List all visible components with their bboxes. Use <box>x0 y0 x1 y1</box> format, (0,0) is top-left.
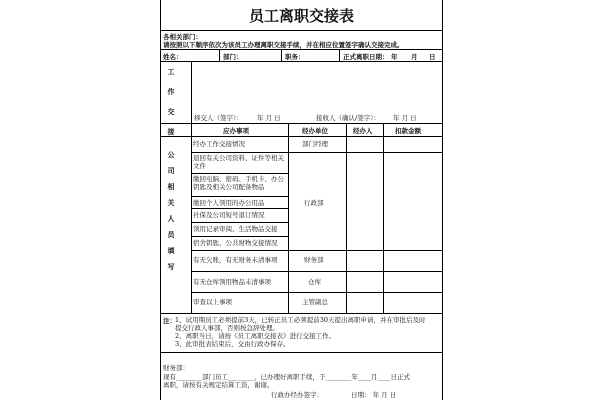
row-unit: 仓库 <box>308 278 321 286</box>
date-year: 年 <box>391 53 398 61</box>
form-title: 员工离职交接表 <box>161 0 442 31</box>
receiver-date: 年 月 日 <box>393 114 417 122</box>
finance-line-1: 现有________部门员工________，已办理好离职手续，于________年____月____日正式 <box>163 373 410 381</box>
handover-date: 年 月 日 <box>257 114 281 122</box>
col-header-item: 应办事项 <box>223 127 249 135</box>
finance-date: 日期： 年 月 日 <box>351 391 397 399</box>
handover-form <box>160 0 443 400</box>
finance-line-2: 离职，请按有关规定结算工资，谢谢。 <box>163 381 274 389</box>
note-line: 提交行政人事部，否则按急辞处理。 <box>175 324 279 332</box>
handover-person-label: 移交人（签字）： <box>194 114 243 122</box>
date-day: 日 <box>429 53 436 61</box>
row-unit: 行政部 <box>304 199 324 207</box>
table-row: 经办工作交接情况 <box>193 140 245 148</box>
instruction-text: 请按照以下顺序依次为该员工办理离职交接手续，并在相应位置签字确认交接完成。 <box>163 41 404 49</box>
table-row: 领用记录审阅、生活物品交接 <box>193 225 278 233</box>
name-label: 姓名： <box>163 53 183 61</box>
work-handover-side-label: 工 作 交 接 <box>167 67 175 136</box>
col-header-unit: 经办单位 <box>302 127 328 135</box>
notes-label: 注： <box>163 317 176 325</box>
row-unit: 主管副总 <box>302 298 328 306</box>
col-header-handler: 经办人 <box>353 127 373 135</box>
table-row: 有无仓库领用物品未清事项 <box>193 278 271 286</box>
note-line: 1、试用期员工必须提前3天，已转正员工必须提前30天提出离职申请，并在审批后及时 <box>175 316 426 324</box>
leave-date-label: 正式离职日期： <box>343 53 389 61</box>
table-row: 审查以上事项 <box>193 298 232 306</box>
table-row: 缴回电脑、密码、手机卡、办公钥匙及相关公司配备物品 <box>193 175 284 191</box>
finance-label: 财务部： <box>163 364 189 372</box>
divider <box>161 49 442 50</box>
admin-sign-label: 行政办经办签字： <box>271 391 323 399</box>
company-staff-side-label: 公 司 相 关 人 员 填 写 <box>167 150 175 271</box>
table-row: 有无欠账，有无财务未清事项 <box>193 256 278 264</box>
date-month: 月 <box>411 53 418 61</box>
note-line: 3、此审批表结束后，交由行政办保存。 <box>175 340 290 348</box>
dept-label: 各相关部门： <box>163 33 202 41</box>
note-line: 2、离职当日，请按《员工离职交接表》进行交接工作。 <box>175 332 336 340</box>
table-row: 缴回个人领用的办公用品 <box>193 199 265 207</box>
col-header-deduction: 扣款金额 <box>395 127 421 135</box>
receiver-label: 接收人（确认/签字）： <box>316 114 380 122</box>
dept-field-label: 部门： <box>223 53 243 61</box>
row-unit: 财务部 <box>304 256 324 264</box>
position-label: 职务： <box>285 53 305 61</box>
table-row: 社保及公司短号退订情况 <box>193 211 265 219</box>
table-row: 宿舍钥匙、公共财物交接情况 <box>193 239 278 247</box>
row-unit: 部门经理 <box>302 140 328 148</box>
table-row: 退回有关公司资料、证件等相关文件 <box>193 154 284 170</box>
